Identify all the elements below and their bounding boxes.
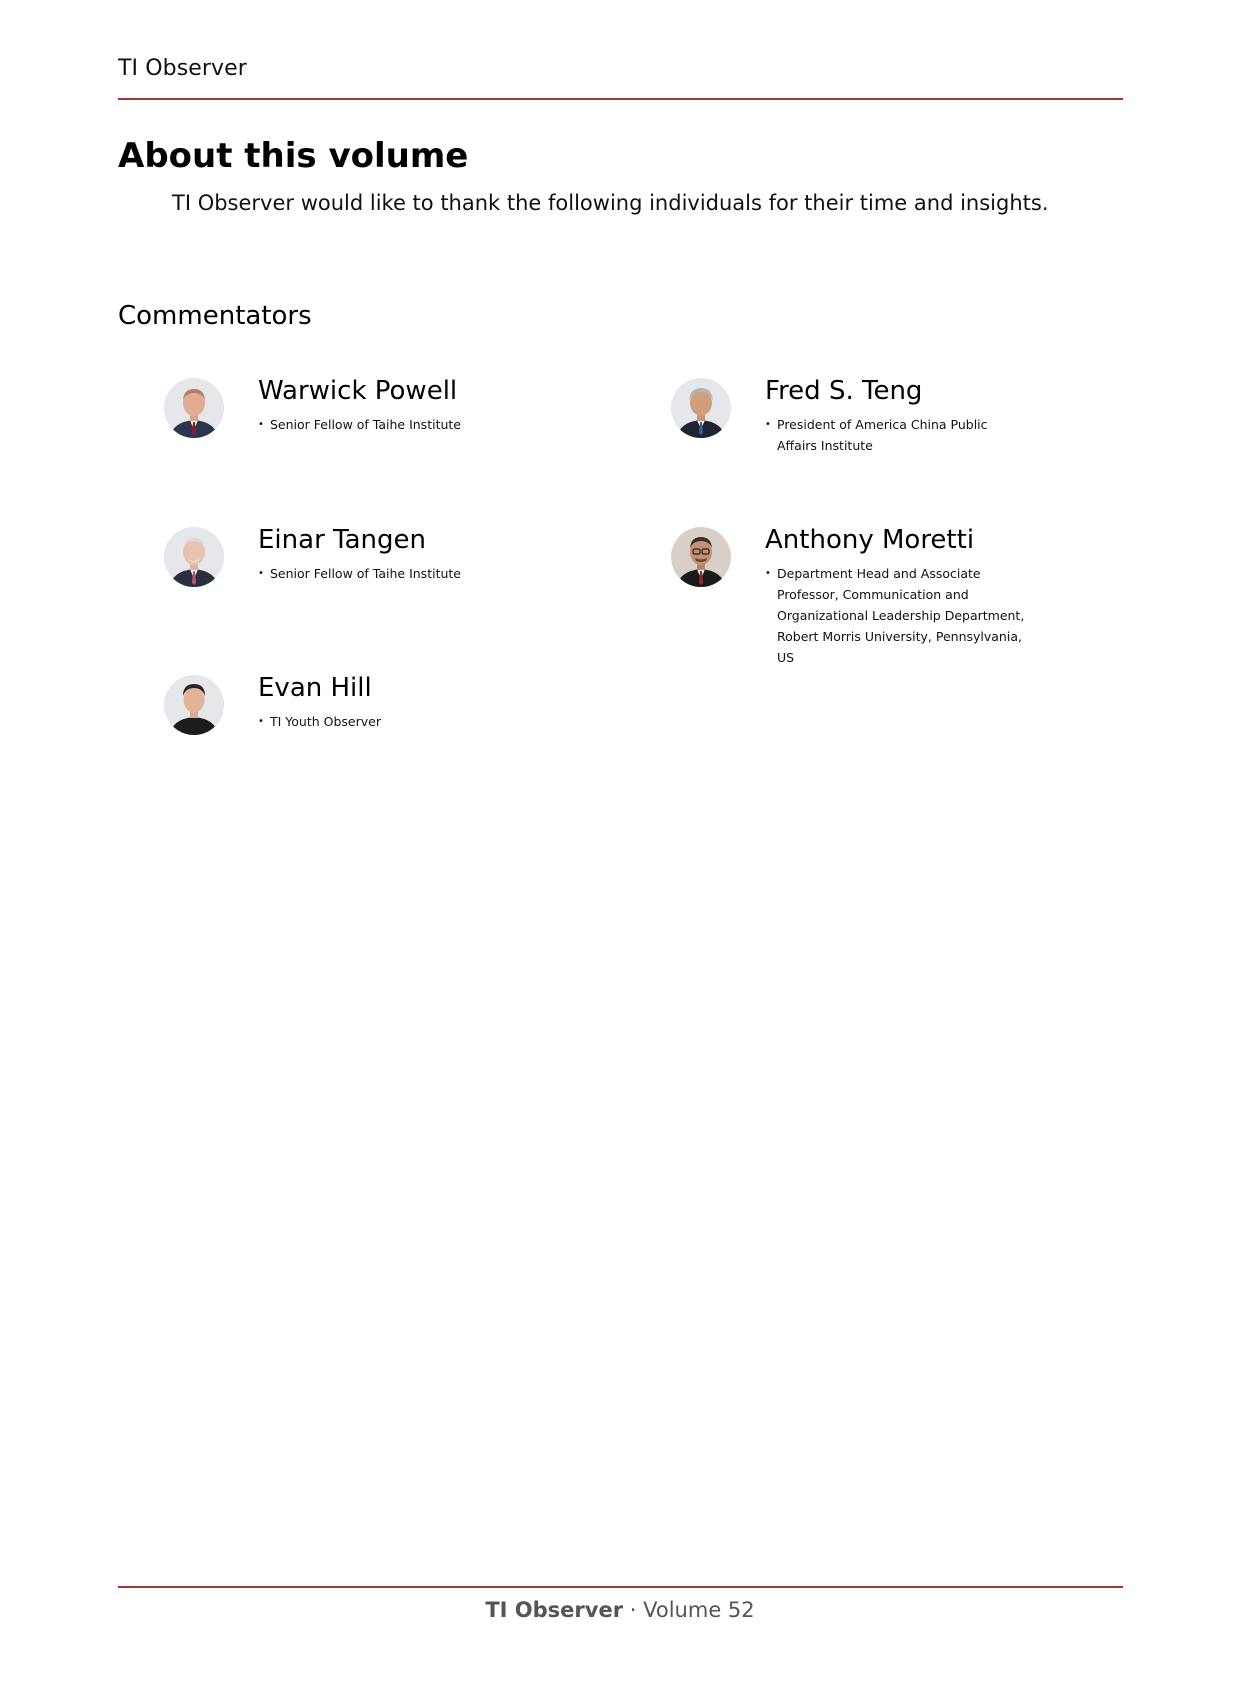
avatar bbox=[164, 527, 224, 587]
avatar bbox=[164, 378, 224, 438]
avatar bbox=[671, 527, 731, 587]
footer-separator: · bbox=[629, 1598, 637, 1622]
role-item: • Senior Fellow of Taihe Institute bbox=[258, 563, 498, 584]
commentator-name: Einar Tangen bbox=[258, 525, 426, 555]
role-item: • President of America China Public Affairs Institute bbox=[765, 414, 1025, 456]
commentator-name: Fred S. Teng bbox=[765, 376, 923, 406]
header-rule bbox=[118, 98, 1123, 100]
role-list bbox=[765, 563, 1033, 668]
commentator-name: Warwick Powell bbox=[258, 376, 458, 406]
avatar bbox=[164, 675, 224, 735]
page-footer bbox=[0, 1598, 1240, 1622]
page-title: About this volume bbox=[118, 136, 469, 176]
commentator-name: Anthony Moretti bbox=[765, 525, 975, 555]
running-header: TI Observer bbox=[118, 56, 247, 81]
role-list bbox=[258, 563, 498, 584]
avatar bbox=[671, 378, 731, 438]
footer-brand: TI Observer bbox=[485, 1598, 624, 1622]
commentator-name: Evan Hill bbox=[258, 673, 372, 703]
section-heading-commentators: Commentators bbox=[118, 301, 312, 331]
footer-volume: Volume 52 bbox=[643, 1598, 755, 1622]
role-item: • Senior Fellow of Taihe Institute bbox=[258, 414, 498, 435]
role-item: • TI Youth Observer bbox=[258, 711, 498, 732]
role-list bbox=[258, 414, 498, 435]
intro-text: TI Observer would like to thank the following individuals for their time and insights. bbox=[172, 191, 1049, 215]
role-list bbox=[765, 414, 1025, 456]
role-item: • Department Head and Associate Professor, Communication and Organizational Leadership Department, Robert Morris University, Pennsylvania, US bbox=[765, 563, 1033, 668]
role-list bbox=[258, 711, 498, 732]
footer-rule bbox=[118, 1586, 1123, 1588]
